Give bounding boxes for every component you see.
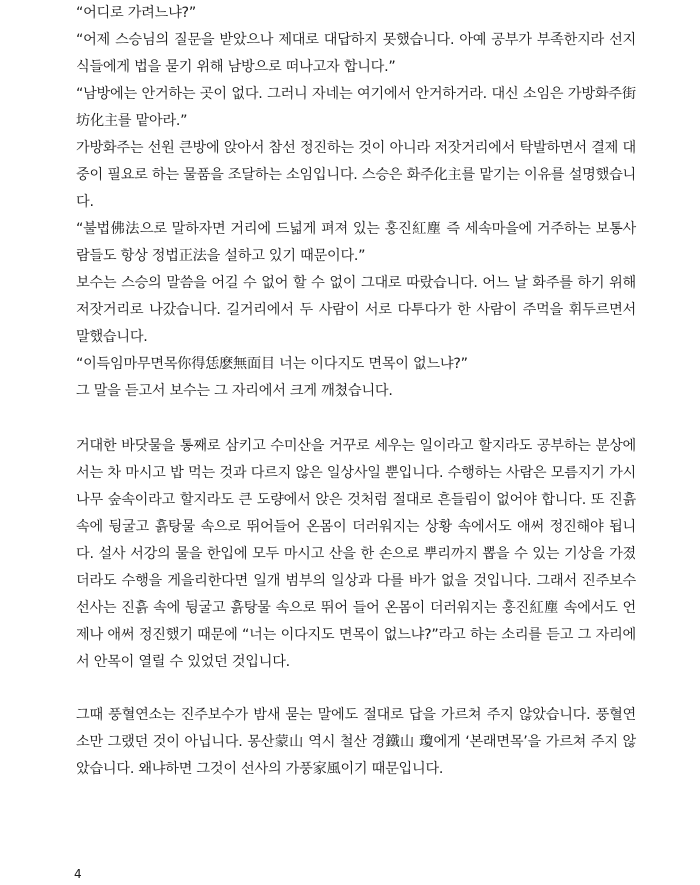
question-where-going: “어디로 가려느냐?” (76, 5, 196, 21)
explanation-paragraph: 가방화주는 선원 큰방에 앉아서 참선 정진하는 것이 아니라 저잣거리에서 탁발하면서 결제 대중이 필요로 하는 물품을 조달하는 소임입니다. 스승은 화주化主를 맡기는 이유를 설명했습니다. (76, 140, 636, 210)
page-number: 4 (74, 867, 82, 881)
commentary-paragraph: 거대한 바닷물을 통째로 삼키고 수미산을 거꾸로 세우는 일이라고 할지라도 공부하는 분상에서는 차 마시고 밥 먹는 것과 다르지 않은 일상사일 뿐입니다. 수행하는 사람은 모름지기 가시나무 숲속이라고 할지라도 큰 도량에서 앉은 것처럼 절대로 흔들림이 없어야 합니다. 또 진흙 속에 뒹굴고 흙탕물 속으로 뛰어들어 온몸이 더러워지는 상황 속에서도 애써 정진해야 됩니다. 설사 서강의 물을 한입에 모두 마시고 산을 한 손으로 뿌리까지 뽑을 수 있는 기상을 가졌더라도 수행을 게을리한다면 일개 범부의 일상과 다를 바가 없을 것입니다. 그래서 진주보수 선사는 진흙 속에 뒹굴고 흙탕물 속으로 뛰어 들어 온몸이 더러워지는 홍진紅塵 속에서도 언제나 애써 정진했기 때문에 “너는 이다지도 면목이 없느냐?”라고 하는 소리를 듣고 그 자리에서 안목이 열릴 수 있었던 것입니다. (76, 438, 636, 670)
reply-going-south: “어제 스승님의 질문을 받았으나 제대로 대답하지 못했습니다. 아예 공부가 부족한지라 선지식들에게 법을 묻기 위해 남방으로 떠나고자 합니다.” (76, 32, 636, 75)
commentary-section (76, 433, 636, 676)
dialogue-section (76, 0, 636, 405)
awakening-sentence: 그 말을 듣고서 보수는 그 자리에서 크게 깨쳤습니다. (76, 383, 393, 399)
narrative-paragraph: 보수는 스승의 말씀을 어길 수 없어 할 수 없이 그대로 따랐습니다. 어느 날 화주를 하기 위해 저잣거리로 나갔습니다. 길거리에서 두 사람이 서로 다투다가 한 사람이 주먹을 휘두르면서 말했습니다. (76, 275, 636, 345)
street-quote: “이득임마무면목你得恁麽無面目 너는 이다지도 면목이 없느냐?” (76, 356, 468, 372)
teacher-instruction: “남방에는 안거하는 곳이 없다. 그러니 자네는 여기에서 안거하거라. 대신 소임은 가방화주街坊化主를 맡아라.” (76, 86, 636, 129)
teacher-reason-quote: “불법佛法으로 말하자면 거리에 드넓게 펴져 있는 홍진紅塵 즉 세속마을에 거주하는 보통사람들도 항상 정법正法을 설하고 있기 때문이다.” (76, 221, 636, 264)
closing-section (76, 702, 636, 783)
closing-paragraph: 그때 풍혈연소는 진주보수가 밤새 묻는 말에도 절대로 답을 가르쳐 주지 않았습니다. 풍혈연소만 그랬던 것이 아닙니다. 몽산蒙山 역시 철산 경鐵山 瓊에게 ‘본래면목’을 가르쳐 주지 않았습니다. 왜냐하면 그것이 선사의 가풍家風이기 때문입니다. (76, 707, 636, 777)
